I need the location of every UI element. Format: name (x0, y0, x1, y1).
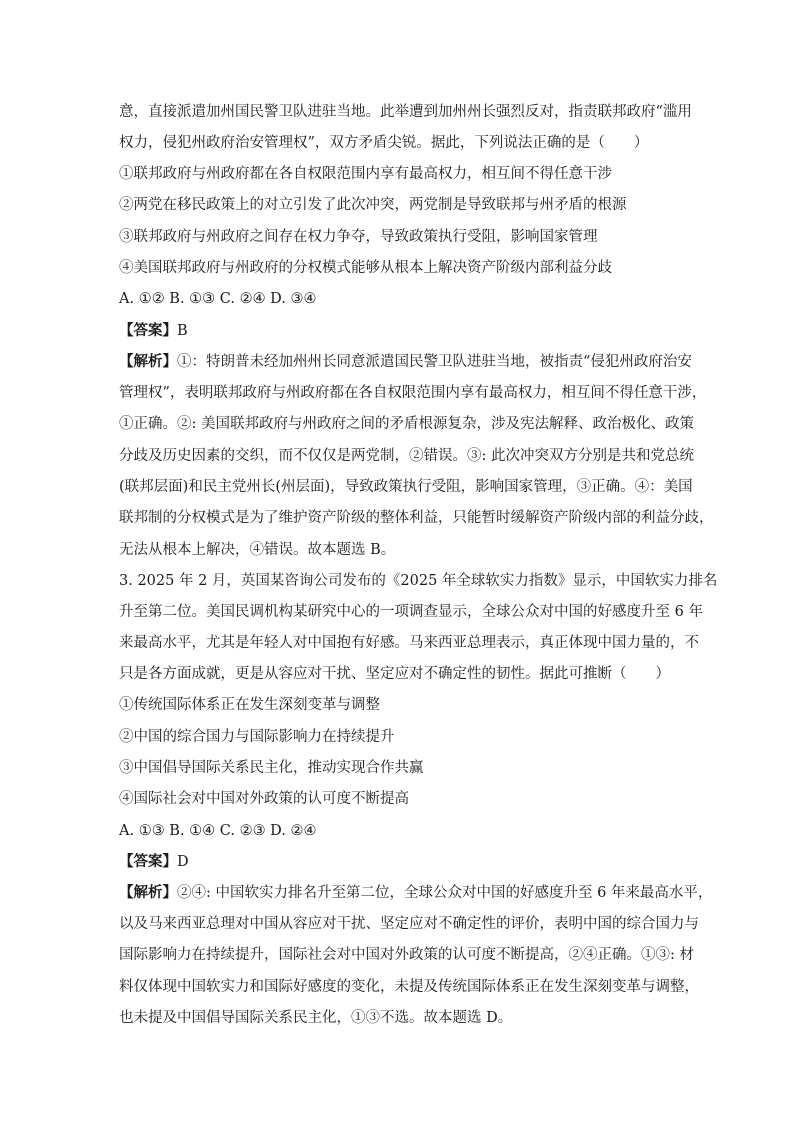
q2-answer-label: 【答案】 (119, 322, 177, 339)
q2-option-2: ②两党在移民政策上的对立引发了此次冲突，两党制是导致联邦与州矛盾的根源 (119, 197, 627, 213)
q2-option-3: ③联邦政府与州政府之间存在权力争夺，导致政策执行受阻，影响国家管理 (119, 229, 598, 245)
q3-option-4: ④国际社会对中国对外政策的认可度不断提高 (119, 791, 409, 807)
q3-answer-value: D (177, 854, 189, 870)
q3-analysis-line-2: 以及马来西亚总理对中国从容应对干扰、坚定应对不确定性的评价，表明中国的综合国力与 (119, 916, 699, 932)
q2-stem-line-2: 权力，侵犯州政府治安管理权”，双方矛盾尖锐。据此，下列说法正确的是（ ） (119, 135, 649, 151)
q2-option-1: ①联邦政府与州政府都在各自权限范围内享有最高权力，相互间不得任意干涉 (119, 166, 612, 182)
q3-answer-label: 【答案】 (119, 853, 177, 870)
q2-analysis-line-6: 联邦制的分权模式是为了维护资产阶级的整体利益，只能暂时缓解资产阶级内部的利益分歧， (119, 510, 714, 526)
q3-analysis-line-4: 料仅体现中国软实力和国际好感度的变化，未提及传统国际体系正在发生深刻变革与调整， (119, 979, 699, 995)
q2-answer-line (119, 321, 188, 341)
q3-analysis-text-1: ②④: 中国软实力排名升至第二位，全球公众对中国的好感度升至 6 年来最高水平， (177, 885, 713, 901)
q3-stem-line-1: 3. 2025 年 2 月，英国某咨询公司发布的《2025 年全球软实力指数》显示，中国软实力排名 (119, 573, 718, 589)
q3-option-1: ①传统国际体系正在发生深刻变革与调整 (119, 697, 380, 713)
q2-analysis-line-1 (119, 352, 692, 372)
q2-stem-line-1: 意，直接派遣加州国民警卫队进驻当地。此举遭到加州州长强烈反对，指责联邦政府“滥用 (119, 104, 692, 120)
q3-analysis-line-3: 国际影响力在持续提升，国际社会对中国对外政策的认可度不断提高，②④正确。①③: 材 (119, 947, 694, 963)
q2-analysis-line-7: 无法从根本上解决，④错误。故本题选 B。 (119, 542, 396, 558)
q3-analysis-label: 【解析】 (119, 884, 177, 901)
q2-answer-value: B (177, 323, 188, 339)
q2-analysis-line-3: ①正确。②: 美国联邦政府与州政府之间的矛盾根源复杂，涉及宪法解释、政治极化、政策 (119, 416, 694, 432)
q3-stem-line-4: 只是各方面成就，更是从容应对干扰、坚定应对不确定性的韧性。据此可推断（ ） (119, 666, 670, 682)
q2-analysis-label: 【解析】 (119, 353, 177, 370)
q2-option-4: ④美国联邦政府与州政府的分权模式能够从根本上解决资产阶级内部利益分歧 (119, 260, 612, 276)
q3-stem-line-2: 升至第二位。美国民调机构某研究中心的一项调查显示，全球公众对中国的好感度升至 6 年 (119, 604, 703, 620)
q3-analysis-line-5: 也未提及中国倡导国际关系民主化，①③不选。故本题选 D。 (119, 1010, 513, 1026)
q3-option-3: ③中国倡导国际关系民主化，推动实现合作共赢 (119, 760, 424, 776)
q3-option-2: ②中国的综合国力与国际影响力在持续提升 (119, 729, 395, 745)
q3-answer-line (119, 852, 189, 872)
q2-analysis-line-4: 分歧及历史因素的交织，而不仅仅是两党制，②错误。③: 此次冲突双方分别是共和党总统 (119, 448, 694, 464)
q3-analysis-line-1 (119, 883, 713, 903)
q2-analysis-line-2: 管理权”，表明联邦政府与州政府都在各自权限范围内享有最高权力，相互间不得任意干涉， (119, 385, 707, 401)
q2-choices: A. ①② B. ①③ C. ②④ D. ③④ (119, 291, 317, 307)
q2-analysis-line-5: (联邦层面)和民主党州长(州层面)，导致政策执行受阻，影响国家管理，③正确。④：美国 (119, 479, 693, 495)
q2-analysis-text-1: ①：特朗普未经加州州长同意派遣国民警卫队进驻当地，被指责“侵犯州政府治安 (177, 354, 692, 370)
q3-choices: A. ①③ B. ①④ C. ②③ D. ②④ (119, 823, 317, 839)
q3-stem-line-3: 来最高水平，尤其是年轻人对中国抱有好感。马来西亚总理表示，真正体现中国力量的，不 (119, 635, 699, 651)
